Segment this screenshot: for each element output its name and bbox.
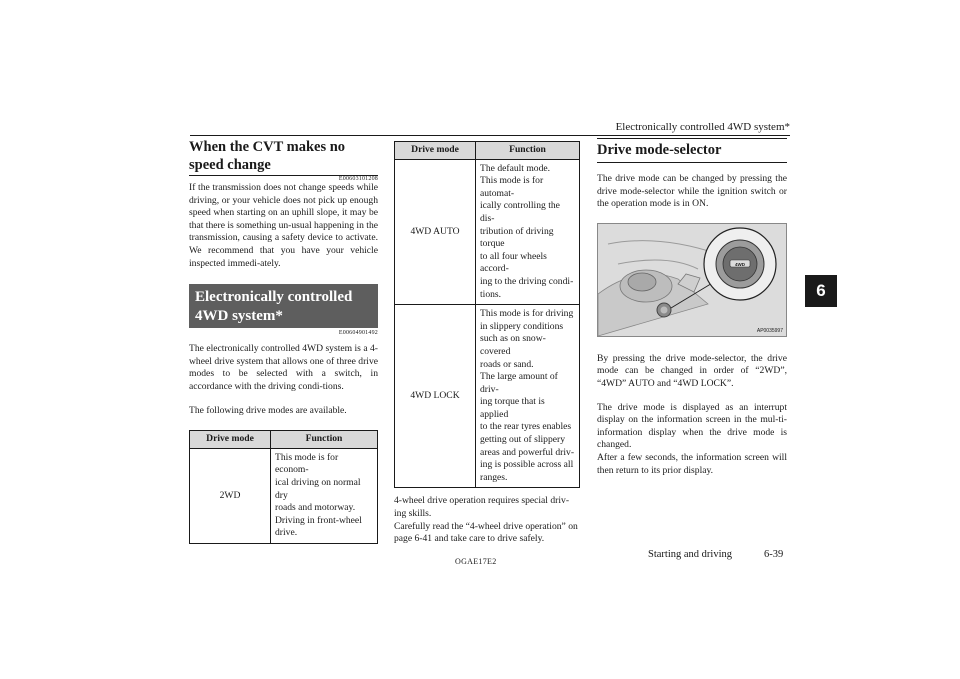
page-number: 6-39	[764, 549, 784, 560]
drive-mode-selector-figure	[597, 223, 787, 337]
warning-note: 4-wheel drive operation requires special driv-ing skills.	[394, 495, 570, 520]
running-header-title: Electronically controlled 4WD system*	[615, 121, 790, 133]
banner-code: E00604901492	[338, 330, 378, 337]
col-header-drive-mode: Drive mode	[190, 431, 271, 449]
cvt-heading: When the CVT makes no speed change	[189, 139, 346, 173]
intro-paragraph: The electronically controlled 4WD system is a 4-wheel drive system that allows one of three drive modes to be selected with a switch, in accordance with the driving condi-tions.	[189, 343, 378, 392]
function-cell: This mode is for econom- ical driving on normal dry roads and motorway. Driving in front-wheel drive.	[271, 448, 378, 543]
section-banner: Electronically controlled 4WD system*	[189, 284, 378, 328]
figure-code: AP0035997	[756, 327, 783, 334]
function-cell: This mode is for driving in slippery conditions such as on snow-covered roads or sand. The large amount of driv- ing torque that is applied to the rear tyres enables getting out of slippery areas and powerful driv- ing is possible across all ranges.	[476, 305, 580, 488]
selector-intro: The drive mode can be changed by pressing the drive mode-selector while the ignition switch or the operation mode is in ON.	[597, 173, 787, 210]
drive-mode-selector-heading: Drive mode-selector	[597, 138, 787, 163]
document-code: OGAE17E2	[455, 557, 497, 566]
col-header-function: Function	[476, 142, 580, 160]
drive-mode-cell: 2WD	[190, 448, 271, 543]
display-paragraph: The drive mode is displayed as an interrupt display on the information screen in the mul-ti-information display when the drive mode is changed.	[597, 401, 787, 451]
selector-order-paragraph: By pressing the drive mode-selector, the drive mode can be changed in order of “2WD”, “4WD” AUTO and “4WD LOCK”.	[597, 352, 787, 389]
drive-mode-table-right	[394, 141, 580, 488]
function-cell: The default mode. This mode is for automat- ically controlling the dis- tribution of driving torque to all four wheels accord- ing to the driving condi- tions.	[476, 159, 580, 305]
drive-mode-cell: 4WD AUTO	[395, 159, 476, 305]
reference-note: Carefully read the “4-wheel drive operation” on page 6-41 and take care to drive safely.	[394, 520, 578, 545]
console-illustration	[598, 224, 786, 336]
chapter-tab: 6	[805, 275, 837, 307]
middle-column	[394, 141, 580, 546]
modes-intro: The following drive modes are available.	[189, 404, 347, 416]
table-row	[395, 305, 580, 488]
col-header-function: Function	[271, 431, 378, 449]
right-column	[597, 138, 787, 477]
drive-mode-table-left	[189, 430, 378, 544]
cvt-code: E00603101208	[338, 176, 378, 182]
return-paragraph: After a few seconds, the information screen will then return to its prior display.	[597, 451, 787, 476]
table-row	[190, 448, 378, 543]
left-column	[189, 138, 378, 544]
drive-mode-cell: 4WD LOCK	[395, 305, 476, 488]
table-row	[395, 159, 580, 305]
header-rule	[190, 135, 790, 136]
col-header-drive-mode: Drive mode	[395, 142, 476, 160]
footer-section: Starting and driving	[648, 549, 732, 560]
cvt-body: If the transmission does not change speeds while driving, or your vehicle does not pick up enough speed when starting on an uphill slope, it may be that there is something un-usual happening in the transmission, causing a safety device to activate. We recommend that you have your vehicle inspected immedi-ately.	[189, 182, 378, 269]
svg-text:4WD: 4WD	[735, 261, 745, 267]
